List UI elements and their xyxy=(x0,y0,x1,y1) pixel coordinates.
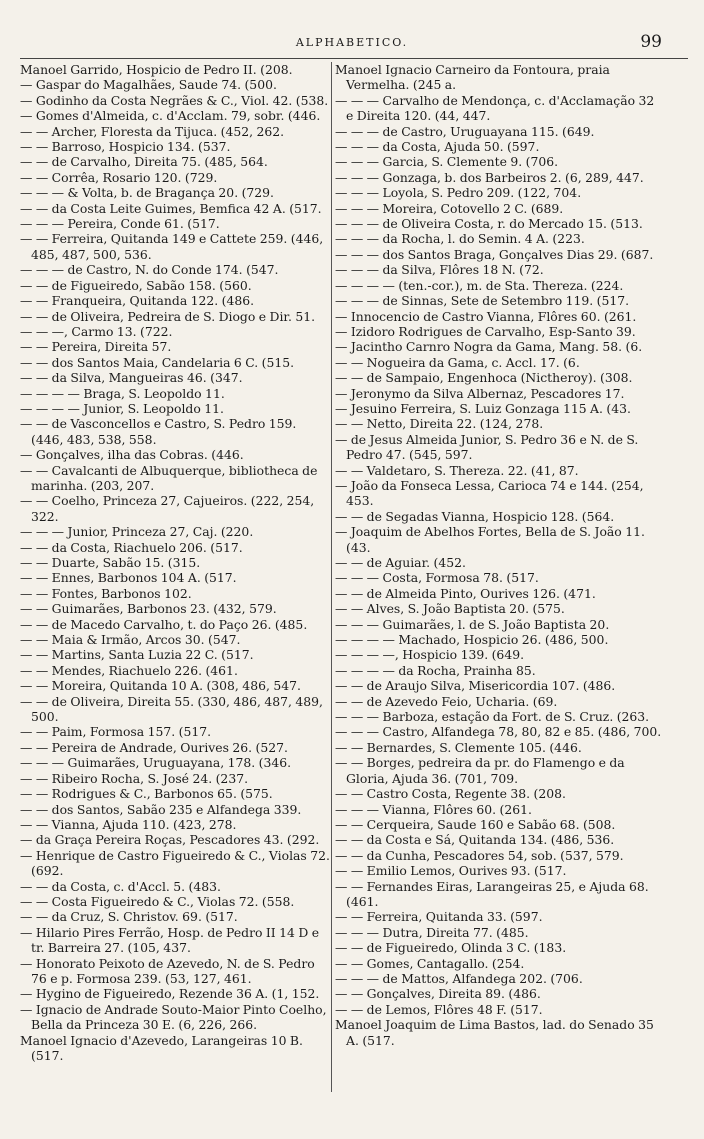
directory-entry: — — da Costa, Riachuelo 206. (517. xyxy=(20,539,243,555)
directory-entry: — — — Garcia, S. Clemente 9. (706. xyxy=(335,154,559,170)
directory-entry: — — — de Castro, N. do Conde 174. (547. xyxy=(20,262,279,278)
directory-entry: — — Maia & Irmão, Arcos 30. (547. xyxy=(20,632,241,648)
directory-entry: — — de Vasconcellos e Castro, S. Pedro 159. (446, 483, 538, 558. xyxy=(20,416,297,447)
directory-entry: — — — & Volta, b. de Bragança 20. (729. xyxy=(20,185,274,201)
page-header xyxy=(0,34,704,54)
directory-entry: — — — Costa, Formosa 78. (517. xyxy=(335,570,539,586)
directory-entry: — — — — Machado, Hospicio 26. (486, 500. xyxy=(335,632,609,648)
directory-entry: — — Nogueira da Gama, c. Accl. 17. (6. xyxy=(335,354,580,370)
directory-entry: — da Graça Pereira Roças, Pescadores 43. (292. xyxy=(20,832,320,848)
directory-entry: — — — da Rocha, l. do Semin. 4 A. (223. xyxy=(335,231,585,247)
directory-entry: — — de Carvalho, Direita 75. (485, 564. xyxy=(20,154,268,170)
directory-entry: — de Jesus Almeida Junior, S. Pedro 36 e N. de S. Pedro 47. (545, 597. xyxy=(335,431,639,463)
directory-entry: — — Martins, Santa Luzia 22 C. (517. xyxy=(20,647,254,663)
directory-entry: — — dos Santos Maia, Candelaria 6 C. (515. xyxy=(20,354,295,370)
directory-entry: — — de Aguiar. (452. xyxy=(335,555,466,570)
directory-entry: — — Ennes, Barbonos 104 A. (517. xyxy=(20,570,237,586)
directory-entry: — — de Almeida Pinto, Ourives 126. (471. xyxy=(335,585,596,601)
directory-entry: — — de Oliveira, Direita 55. (330, 486, 487, 489, 500. xyxy=(20,693,323,725)
directory-entry: — — —, Carmo 13. (722. xyxy=(20,323,173,339)
directory-entry: — — Alves, S. João Baptista 20. (575. xyxy=(335,601,565,617)
directory-entry: — — — — Braga, S. Leopoldo 11. xyxy=(20,385,225,401)
directory-entry: — — Bernardes, S. Clemente 105. (446. xyxy=(335,739,582,755)
directory-entry: — Innocencio de Castro Vianna, Flôres 60. (261. xyxy=(335,308,637,324)
directory-entry: — — Archer, Floresta da Tijuca. (452, 262. xyxy=(20,123,285,139)
directory-entry: — — Paim, Formosa 157. (517. xyxy=(20,724,212,740)
directory-entry: — — — Carvalho de Mendonça, c. d'Acclamação 32 e Direita 120. (44, 447. xyxy=(335,92,655,124)
directory-entry: — — da Costa Leite Guimes, Bemfica 42 A. (517. xyxy=(20,200,322,216)
directory-entry: — Gonçalves, ilha das Cobras. (446. xyxy=(20,447,244,463)
directory-entry: — Joaquim de Abelhos Fortes, Bella de S. João 11. (43. xyxy=(335,524,645,555)
directory-entry: — — Ribeiro Rocha, S. José 24. (237. xyxy=(20,770,249,786)
directory-entry: — — Barroso, Hospicio 134. (537. xyxy=(20,139,231,155)
directory-entry: — — — Dutra, Direita 77. (485. xyxy=(335,924,529,940)
directory-entry: — — Ferreira, Quitanda 33. (597. xyxy=(335,909,543,925)
directory-entry: — — de Sampaio, Engenhoca (Nictheroy). (308. xyxy=(335,370,633,386)
directory-entry: — — de Segadas Vianna, Hospicio 128. (564. xyxy=(335,508,615,524)
directory-entry: — — Mendes, Riachuelo 226. (461. xyxy=(20,662,238,678)
directory-entry: — — — Guimarães, Uruguayana, 178. (346. xyxy=(20,755,292,771)
directory-entry: — — — Castro, Alfandega 78, 80, 82 e 85. (486, 700. xyxy=(335,724,662,740)
directory-entry: Manoel Ignacio d'Azevedo, Larangeiras 10 B. (517. xyxy=(20,1032,303,1063)
directory-entry: — — Vianna, Ajuda 110. (423, 278. xyxy=(20,816,237,832)
directory-entry: — — — —, Hospicio 139. (649. xyxy=(335,647,525,663)
directory-entry: Manoel Joaquim de Lima Bastos, lad. do Senado 35 A. (517. xyxy=(335,1017,654,1048)
directory-entry: — — Moreira, Quitanda 10 A. (308, 486, 547. xyxy=(20,678,301,694)
directory-entry: Manoel Garrido, Hospicio de Pedro II. (208. xyxy=(20,62,293,77)
directory-entry: — — de Macedo Carvalho, t. do Paço 26. (485. xyxy=(20,616,308,632)
directory-entry: — — — — Junior, S. Leopoldo 11. xyxy=(20,400,224,416)
directory-entry: — — Castro Costa, Regente 38. (208. xyxy=(335,786,566,802)
directory-entry: — Izidoro Rodrigues de Carvalho, Esp-Santo 39. xyxy=(335,323,636,339)
directory-entry: — — Netto, Direita 22. (124, 278. xyxy=(335,416,544,432)
directory-entry: — — de Lemos, Flôres 48 F. (517. xyxy=(335,1001,543,1017)
directory-entry: — — Costa Figueiredo & C., Violas 72. (558. xyxy=(20,893,295,909)
right-column xyxy=(335,62,665,1048)
directory-entry: — Gomes d'Almeida, c. d'Acclam. 79, sobr. (446. xyxy=(20,108,321,124)
directory-entry: — — — Guimarães, l. de S. João Baptista 20. xyxy=(335,616,610,632)
directory-entry: — — Valdetaro, S. Thereza. 22. (41, 87. xyxy=(335,462,579,478)
directory-entry: — — Fontes, Barbonos 102. xyxy=(20,585,192,601)
directory-entry: — — — Junior, Princeza 27, Caj. (220. xyxy=(20,524,254,540)
directory-entry: — — — de Sinnas, Sete de Setembro 119. (517. xyxy=(335,293,630,309)
directory-entry: — — Cerqueira, Saude 160 e Sabão 68. (508. xyxy=(335,816,616,832)
header-rule xyxy=(20,58,688,59)
directory-entry: — — — de Castro, Uruguayana 115. (649. xyxy=(335,123,595,139)
directory-entry: — — — da Costa, Ajuda 50. (597. xyxy=(335,139,540,155)
directory-entry: — Hilario Pires Ferrão, Hosp. de Pedro II 14 D e tr. Barreira 27. (105, 437. xyxy=(20,924,320,956)
directory-entry: — — da Cruz, S. Christov. 69. (517. xyxy=(20,909,238,925)
directory-entry: — — Fernandes Eiras, Larangeiras 25, e Ajuda 68. (461. xyxy=(335,878,649,909)
directory-entry: — — Guimarães, Barbonos 23. (432, 579. xyxy=(20,601,277,617)
directory-entry: — — — — da Rocha, Prainha 85. xyxy=(335,662,536,678)
directory-entry: — — Corrêa, Rosario 120. (729. xyxy=(20,169,218,185)
directory-entry: — — — Vianna, Flôres 60. (261. xyxy=(335,801,532,817)
directory-entry: — — Gomes, Cantagallo. (254. xyxy=(335,955,525,971)
directory-entry: — — — Loyola, S. Pedro 209. (122, 704. xyxy=(335,185,582,201)
directory-entry: — — Coelho, Princeza 27, Cajueiros. (222, 254, 322. xyxy=(20,493,315,524)
page-number: 99 xyxy=(640,32,662,52)
directory-entry: — — de Araujo Silva, Misericordia 107. (486. xyxy=(335,678,616,694)
directory-entry: — — — Barboza, estação da Fort. de S. Cruz. (263. xyxy=(335,709,650,725)
directory-entry: — — — Pereira, Conde 61. (517. xyxy=(20,216,220,232)
directory-entry: — — da Silva, Mangueiras 46. (347. xyxy=(20,370,243,386)
directory-entry: — Gaspar do Magalhães, Saude 74. (500. xyxy=(20,77,277,93)
directory-entry: — Ignacio de Andrade Souto-Maior Pinto Coelho, Bella da Princeza 30 E. (6, 226, 266. xyxy=(20,1001,327,1033)
directory-entry: — — dos Santos, Sabão 235 e Alfandega 339. xyxy=(20,801,302,817)
directory-entry: — — — dos Santos Braga, Gonçalves Dias 29. (687. xyxy=(335,246,654,262)
directory-entry: — Jacintho Carnro Nogra da Gama, Mang. 58. (6. xyxy=(335,339,643,355)
directory-entry: — — — — (ten.-cor.), m. de Sta. Thereza. (224. xyxy=(335,277,624,293)
directory-entry: — Jesuino Ferreira, S. Luiz Gonzaga 115 A. (43. xyxy=(335,400,631,416)
directory-entry: — — Ferreira, Quitanda 149 e Cattete 259. (446, 485, 487, 500, 536. xyxy=(20,231,324,262)
directory-entry: — — Franqueira, Quitanda 122. (486. xyxy=(20,293,255,309)
directory-entry: — — Rodrigues & C., Barbonos 65. (575. xyxy=(20,786,273,802)
directory-entry: — Hygino de Figueiredo, Rezende 36 A. (1, 152. xyxy=(20,986,320,1002)
directory-entry: — — da Costa, c. d'Accl. 5. (483. xyxy=(20,878,221,894)
directory-entry: — — de Oliveira, Pedreira de S. Diogo e Dir. 51. xyxy=(20,308,316,324)
directory-entry: — — — da Silva, Flôres 18 N. (72. xyxy=(335,262,544,278)
directory-entry: — Henrique de Castro Figueiredo & C., Violas 72. (692. xyxy=(20,847,330,879)
directory-entry: — João da Fonseca Lessa, Carioca 74 e 144. (254, 453. xyxy=(335,477,644,509)
directory-entry: — — da Cunha, Pescadores 54, sob. (537, 579. xyxy=(335,847,624,863)
directory-entry: Manoel Ignacio Carneiro da Fontoura, praia Vermelha. (245 a. xyxy=(335,62,610,93)
directory-entry: — — de Figueiredo, Sabão 158. (560. xyxy=(20,277,252,293)
directory-entry: — — de Figueiredo, Olinda 3 C. (183. xyxy=(335,940,567,956)
directory-entry: — — — Moreira, Cotovello 2 C. (689. xyxy=(335,200,564,216)
directory-entry: — — — Gonzaga, b. dos Barbeiros 2. (6, 289, 447. xyxy=(335,169,644,185)
directory-entry: — — — de Oliveira Costa, r. do Mercado 15. (513. xyxy=(335,216,643,232)
directory-entry: — — Borges, pedreira da pr. do Flamengo e da Gloria, Ajuda 36. (701, 709. xyxy=(335,755,625,786)
directory-entry: — Honorato Peixoto de Azevedo, N. de S. Pedro 76 e p. Formosa 239. (53, 127, 461. xyxy=(20,955,315,986)
directory-entry: — — Pereira, Direita 57. xyxy=(20,339,172,355)
directory-entry: — — Pereira de Andrade, Ourives 26. (527. xyxy=(20,739,288,755)
directory-entry: — — Emilio Lemos, Ourives 93. (517. xyxy=(335,863,567,879)
directory-entry: — — Duarte, Sabão 15. (315. xyxy=(20,555,201,570)
directory-entry: — — — de Mattos, Alfandega 202. (706. xyxy=(335,970,583,986)
running-title: ALPHABETICO. xyxy=(295,36,409,49)
directory-entry: — — Cavalcanti de Albuquerque, bibliotheca de marinha. (203, 207. xyxy=(20,462,318,493)
directory-entry: — — de Azevedo Feio, Ucharia. (69. xyxy=(335,693,558,709)
directory-entry: — Jeronymo da Silva Albernaz, Pescadores 17. xyxy=(335,385,625,401)
column-divider xyxy=(331,62,332,1092)
directory-entry: — — Gonçalves, Direita 89. (486. xyxy=(335,986,541,1002)
left-column xyxy=(20,62,331,1063)
directory-entry: — Godinho da Costa Negrães & C., Viol. 42. (538. xyxy=(20,92,329,108)
directory-entry: — — da Costa e Sá, Quitanda 134. (486, 536. xyxy=(335,832,615,848)
